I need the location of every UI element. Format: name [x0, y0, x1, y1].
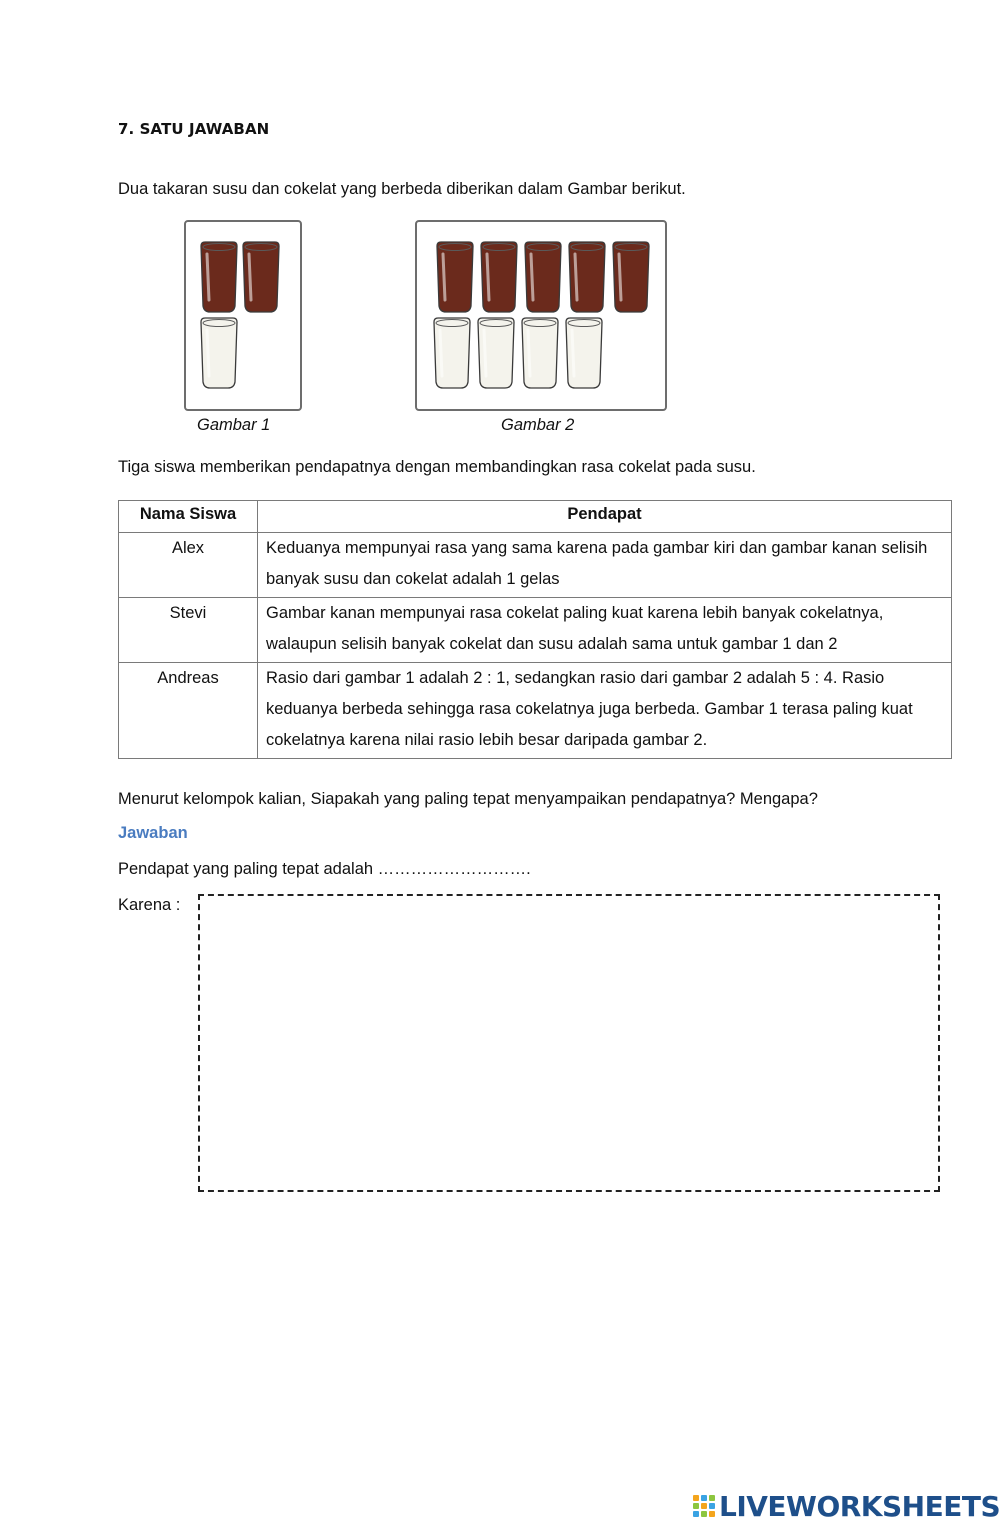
figure-2-caption: Gambar 2 [501, 416, 575, 434]
answer-label: Jawaban [118, 824, 188, 842]
question-intro: Dua takaran susu dan cokelat yang berbeda diberikan dalam Gambar berikut. [118, 180, 686, 198]
liveworksheets-logo [692, 1489, 1000, 1523]
opinion-alex: Keduanya mempunyai rasa yang sama karena pada gambar kiri dan gambar kanan selisih banyak susu dan cokelat adalah 1 gelas [258, 533, 952, 598]
reason-answer-box[interactable] [198, 894, 940, 1192]
header-opinion: Pendapat [258, 501, 952, 533]
student-name-andreas: Andreas [119, 663, 258, 759]
figure-2-frame [415, 220, 667, 411]
chocolate-glass [437, 242, 473, 312]
chocolate-glass [569, 242, 605, 312]
question-prompt: Menurut kelompok kalian, Siapakah yang paling tepat menyampaikan pendapatnya? Mengapa? [118, 790, 818, 808]
figure-2-glasses [417, 222, 665, 409]
student-name-stevi: Stevi [119, 598, 258, 663]
answer-statement[interactable]: Pendapat yang paling tepat adalah ………………………. [118, 860, 531, 878]
logo-text: LIVEWORKSHEETS [719, 1489, 1000, 1523]
student-name-alex: Alex [119, 533, 258, 598]
figure-1-caption: Gambar 1 [197, 416, 271, 434]
chocolate-glass [525, 242, 561, 312]
header-student-name: Nama Siswa [119, 501, 258, 533]
opinion-andreas: Rasio dari gambar 1 adalah 2 : 1, sedangkan rasio dari gambar 2 adalah 5 : 4. Rasio keduanya berbeda sehingga rasa cokelatnya juga berbeda. Gambar 1 terasa paling kuat cokelatnya karena nilai rasio lebih besar daripada gambar 2. [258, 663, 952, 759]
figure-1-glasses [186, 222, 300, 409]
milk-glass [478, 318, 514, 388]
table-row [119, 598, 952, 663]
milk-glass [522, 318, 558, 388]
milk-glass [434, 318, 470, 388]
chocolate-glass [613, 242, 649, 312]
milk-glass [566, 318, 602, 388]
reason-label: Karena : [118, 896, 181, 914]
table-header-row [119, 501, 952, 533]
figure-1-frame [184, 220, 302, 411]
milk-glass [201, 318, 237, 388]
logo-icon [692, 1494, 716, 1518]
opinion-stevi: Gambar kanan mempunyai rasa cokelat paling kuat karena lebih banyak cokelatnya, walaupun selisih banyak cokelat dan susu adalah sama untuk gambar 1 dan 2 [258, 598, 952, 663]
chocolate-glass [201, 242, 237, 312]
chocolate-glass [243, 242, 279, 312]
table-row [119, 533, 952, 598]
opinions-table [118, 500, 952, 759]
chocolate-glass [481, 242, 517, 312]
table-row [119, 663, 952, 759]
question-title: 7. SATU JAWABAN [118, 120, 270, 138]
table-intro: Tiga siswa memberikan pendapatnya dengan membandingkan rasa cokelat pada susu. [118, 458, 756, 476]
